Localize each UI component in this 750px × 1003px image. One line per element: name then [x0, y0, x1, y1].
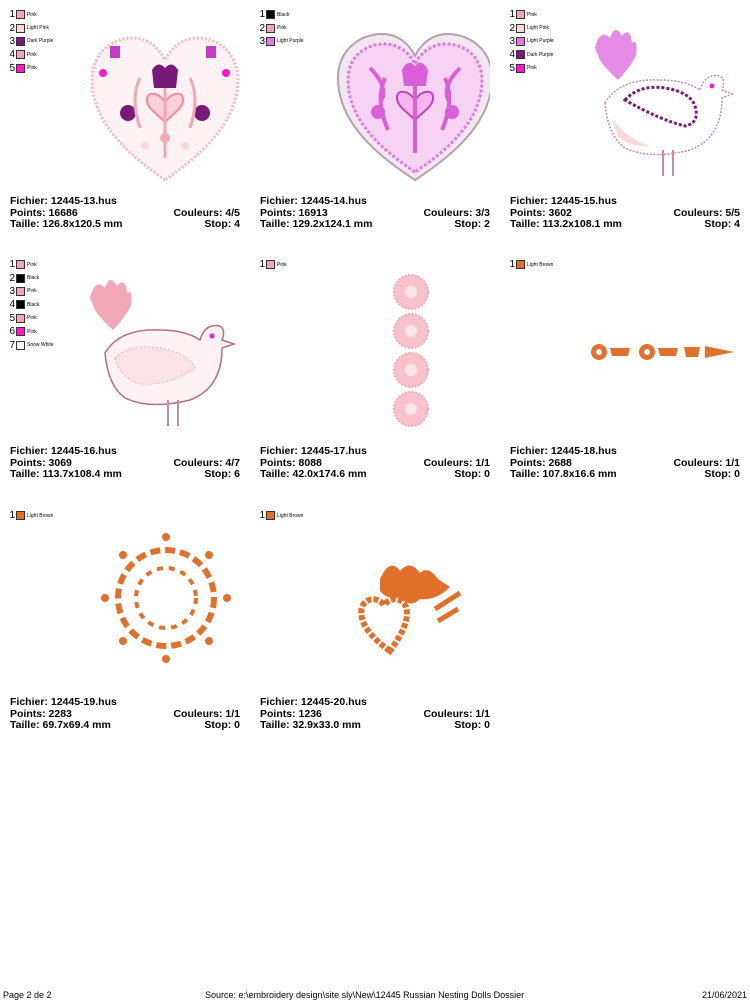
- heart-folk-embroidery-image: [0, 8, 240, 188]
- stop-value: 4: [734, 218, 740, 230]
- size-value: 69.7x69.4 mm: [42, 719, 111, 731]
- colors-value: 1/1: [725, 456, 740, 469]
- stop-value: 2: [484, 218, 490, 230]
- design-card-19: [0, 509, 240, 749]
- legend-row: 4 Black: [9, 299, 40, 311]
- size-value: 126.8x120.5 mm: [42, 218, 123, 230]
- stop-value: 4: [234, 218, 240, 230]
- orange-heart-motif-embroidery-image: [250, 509, 490, 689]
- design-info: Fichier: 12445-20.hus Points: 1236 Couleurs: 1/1 Taille: 32.9x33.0 mm Stop: 0: [260, 696, 490, 731]
- flower-column-embroidery-image: [250, 258, 490, 438]
- legend-row: 2 Pink: [259, 22, 287, 34]
- legend-row: 5 Pink: [9, 312, 37, 324]
- file-name: 12445-17.hus: [300, 445, 367, 457]
- bird-purple-embroidery-image: [500, 8, 740, 188]
- bird-pink-embroidery-image: [0, 258, 240, 438]
- design-card-18: [500, 258, 740, 498]
- file-name: 12445-15.hus: [550, 195, 617, 207]
- legend-row: 1 Pink: [259, 259, 287, 271]
- legend-row: 1 Pink: [9, 259, 37, 271]
- colors-value: 4/7: [225, 456, 240, 469]
- legend-row: 1 Pink: [9, 9, 37, 21]
- legend-row: 1 Light Brown: [509, 259, 554, 271]
- colors-value: 1/1: [475, 456, 490, 469]
- points-value: 3602: [548, 206, 572, 219]
- points-value: 3069: [48, 456, 72, 469]
- design-card-20: [250, 509, 490, 749]
- legend-row: 4 Dark Purple: [509, 49, 554, 61]
- legend-row: 6 Pink: [9, 326, 37, 338]
- legend-row: 5 Pink: [509, 62, 537, 74]
- legend-row: 3 Pink: [9, 285, 37, 297]
- design-info: Fichier: 12445-15.hus Points: 3602 Couleurs: 5/5 Taille: 113.2x108.1 mm Stop: 4: [510, 195, 740, 230]
- design-info: Fichier: 12445-14.hus Points: 16913 Couleurs: 3/3 Taille: 129.2x124.1 mm Stop: 2: [260, 195, 490, 230]
- design-info: Fichier: 12445-18.hus Points: 2688 Couleurs: 1/1 Taille: 107.8x16.6 mm Stop: 0: [510, 445, 740, 480]
- legend-row: 2 Black: [9, 272, 40, 284]
- stop-value: 6: [234, 468, 240, 480]
- colors-value: 3/3: [475, 206, 490, 219]
- orange-border-embroidery-image: [500, 258, 740, 438]
- file-name: 12445-19.hus: [50, 696, 117, 708]
- design-card-13: [0, 8, 240, 248]
- points-value: 2283: [48, 707, 72, 720]
- colors-value: 4/5: [225, 206, 240, 219]
- points-value: 16913: [298, 206, 328, 219]
- source-path: Source: e:\embroidery design\site sly\New\12445 Russian Nesting Dolls Dossier: [205, 990, 525, 1000]
- points-value: 2688: [548, 456, 572, 469]
- print-date: 21/06/2021: [701, 990, 747, 1000]
- size-value: 42.0x174.6 mm: [292, 468, 367, 480]
- file-name: 12445-16.hus: [50, 445, 117, 457]
- design-info: Fichier: 12445-13.hus Points: 16686 Couleurs: 4/5 Taille: 126.8x120.5 mm Stop: 4: [10, 195, 240, 230]
- points-value: 1236: [298, 707, 322, 720]
- legend-row: 7 Snow White: [9, 339, 54, 351]
- design-card-17: [250, 258, 490, 498]
- design-card-15: [500, 8, 740, 248]
- size-value: 129.2x124.1 mm: [292, 218, 373, 230]
- legend-row: 2 Light Pink: [509, 22, 549, 34]
- legend-row: 2 Light Pink: [9, 22, 49, 34]
- page-number: Page 2 de 2: [3, 990, 52, 1000]
- size-value: 113.2x108.1 mm: [542, 218, 622, 230]
- colors-value: 5/5: [725, 206, 740, 219]
- legend-row: 3 Dark Purple: [9, 35, 54, 47]
- stop-value: 0: [734, 468, 740, 480]
- colors-value: 1/1: [475, 707, 490, 720]
- design-info: Fichier: 12445-19.hus Points: 2283 Couleurs: 1/1 Taille: 69.7x69.4 mm Stop: 0: [10, 696, 240, 731]
- file-name: 12445-18.hus: [550, 445, 617, 457]
- points-value: 16686: [48, 206, 78, 219]
- points-value: 8088: [298, 456, 322, 469]
- size-value: 32.9x33.0 mm: [292, 719, 361, 731]
- legend-row: 3 Light Purple: [259, 35, 304, 47]
- heart-lilac-embroidery-image: [250, 8, 490, 188]
- legend-row: 1 Pink: [509, 9, 537, 21]
- stop-value: 0: [484, 719, 490, 731]
- legend-row: 3 Light Purple: [509, 35, 554, 47]
- file-name: 12445-20.hus: [300, 696, 367, 708]
- file-name: 12445-13.hus: [50, 195, 117, 207]
- legend-row: 4 Pink: [9, 49, 37, 61]
- colors-value: 1/1: [225, 707, 240, 720]
- file-name: 12445-14.hus: [300, 195, 367, 207]
- size-value: 107.8x16.6 mm: [542, 468, 617, 480]
- legend-row: 5 Pink: [9, 62, 37, 74]
- size-value: 113.7x108.4 mm: [42, 468, 122, 480]
- stop-value: 0: [484, 468, 490, 480]
- legend-row: 1 Black: [259, 9, 290, 21]
- design-card-16: [0, 258, 240, 498]
- design-card-14: [250, 8, 490, 248]
- orange-wreath-embroidery-image: [0, 509, 240, 689]
- design-info: Fichier: 12445-16.hus Points: 3069 Couleurs: 4/7 Taille: 113.7x108.4 mm Stop: 6: [10, 445, 240, 480]
- legend-row: 1 Light Brown: [9, 510, 54, 522]
- legend-row: 1 Light Brown: [259, 510, 304, 522]
- stop-value: 0: [234, 719, 240, 731]
- design-info: Fichier: 12445-17.hus Points: 8088 Couleurs: 1/1 Taille: 42.0x174.6 mm Stop: 0: [260, 445, 490, 480]
